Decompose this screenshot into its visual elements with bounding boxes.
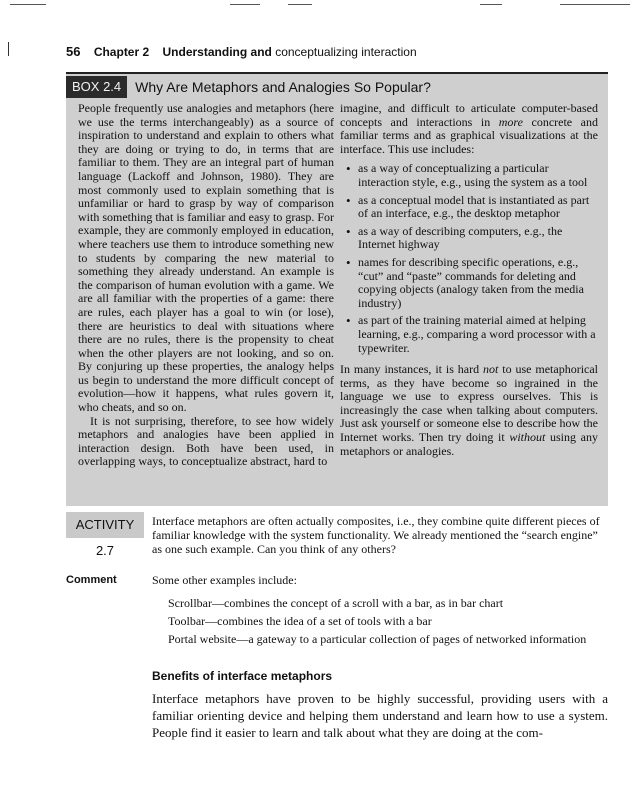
example-item: Portal website—a gateway to a particular collection of pages of networked information xyxy=(168,632,587,646)
running-header xyxy=(66,44,417,59)
box-paragraph: In many instances, it is hard not to use metaphorical terms, as they have become so ingrained in the language we use to express ourselves. This is increasingly the case when talking about computers. Just ask yourself or someone else to describe how the Internet works. Then try doing it without using any metaphors or analogies. xyxy=(340,362,599,458)
box-paragraph: imagine, and difficult to articulate computer-based concepts and interactions in more concrete and familiar terms and as graphical visualizations at the interface. This use includes: xyxy=(340,101,598,156)
list-item: • names for describing specific operations, e.g., “cut” and “paste” commands for deleting and copying objects (analogy taken from the media industry) xyxy=(358,256,598,310)
comment-intro: Some other examples include: xyxy=(152,573,297,587)
example-item: Toolbar—combines the idea of a set of tools with a bar xyxy=(168,614,432,628)
comment-examples xyxy=(168,594,586,648)
activity-text: Interface metaphors are often actually composites, i.e., they combine quite different pieces of familiar knowledge with the system functionality. We already mentioned the “search engine” as one such example. Can you think of any others? xyxy=(152,514,600,556)
metaphor-use-list xyxy=(340,162,598,355)
box-paragraph: It is not surprising, therefore, to see how widely metaphors and analogies have been applied in interaction design. Both have been used, in overlapping ways, to conceptualize abstract, hard to xyxy=(78,413,334,469)
box-paragraph: People frequently use analogies and metaphors (here we use the terms interchangeably) as a source of inspiration to understand and explain to others what they are doing or trying to do, in terms that are familiar to them. They are an integral part of human language (Lackoff and Johnson, 1980). They are most commonly used to explain something that is unfamiliar or hard to grasp by way of comparison with something that is familiar and easy to grasp. For example, they are commonly employed in education, where teachers use them to introduce something new to students by comparing the new material to something they already understand. An example is the comparison of human evolution with a game. We are all familiar with the properties of a game: there are rules, each player has a goal to win (or lose), there are heuristics to deal with situations where there are no rules, there is the propensity to cheat when the other players are not looking, and so on. By conjuring up these properties, the analogy helps us begin to understand the more difficult concept of evolution—how it happens, what rules govern it, who cheats, and so on. xyxy=(78,101,334,415)
box-header xyxy=(66,76,431,98)
box-title: Why Are Metaphors and Analogies So Popular? xyxy=(135,79,431,95)
crop-marks xyxy=(0,0,637,30)
list-item: • as part of the training material aimed at helping learning, e.g., comparing a word processor with a typewriter. xyxy=(358,314,598,355)
comment-label: Comment xyxy=(66,574,117,586)
chapter-title-rest: conceptualizing interaction xyxy=(275,45,417,59)
page-number: 56 xyxy=(66,44,81,59)
list-item: • as a conceptual model that is instantiated as part of an interface, e.g., the desktop metaphor xyxy=(358,194,598,221)
list-item: • as a way of conceptualizing a particular interaction style, e.g., using the system as a tool xyxy=(358,162,598,189)
box-left-column xyxy=(78,102,334,469)
section-body: Interface metaphors have proven to be highly successful, providing users with a familiar orienting device and helping them understand and learn how to use a system. People find it easier to learn and talk about what they are doing at the com- xyxy=(152,691,608,740)
section-heading: Benefits of interface metaphors xyxy=(152,669,333,683)
chapter-title-bold: Understanding and xyxy=(162,45,272,59)
example-item: Scrollbar—combines the concept of a scroll with a bar, as in bar chart xyxy=(168,596,504,610)
box-right-column xyxy=(340,102,598,458)
margin-mark xyxy=(8,42,9,56)
chapter-title xyxy=(163,45,417,59)
chapter-label: Chapter 2 xyxy=(93,45,150,59)
activity-label: ACTIVITY 2.7 xyxy=(66,512,144,538)
box-label: BOX 2.4 xyxy=(66,76,127,98)
list-item: • as a way of describing computers, e.g., the Internet highway xyxy=(358,225,598,252)
box-2-4 xyxy=(66,72,608,506)
